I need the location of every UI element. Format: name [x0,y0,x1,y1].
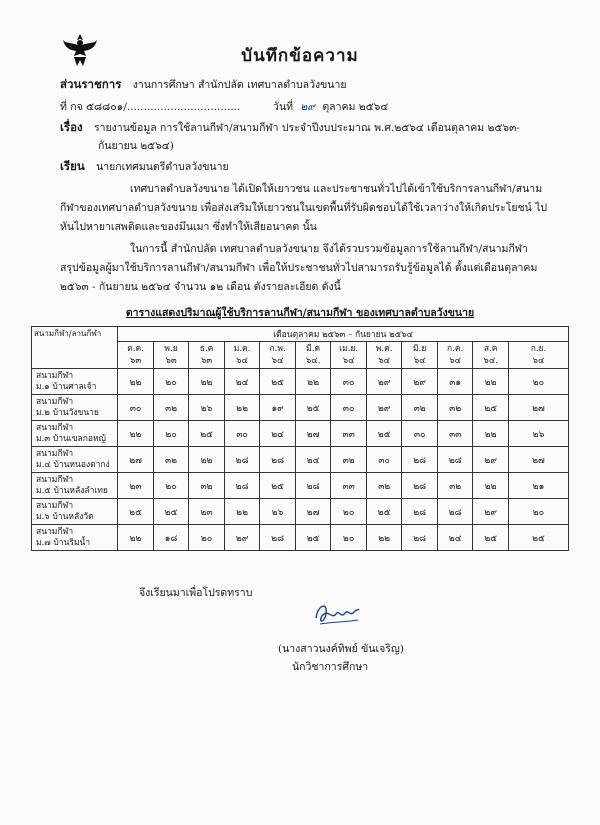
value-cell: ๒๒ [189,447,225,473]
ref-date-line [60,98,388,115]
month-header [402,342,438,369]
date-day: ๒๙ [300,101,316,113]
period-header: เดือนตุลาคม ๒๕๖๓ – กันยายน ๒๕๖๔ [118,327,569,342]
month-year: ๖๔ [532,356,545,366]
month-year: ๖๔. [305,356,321,366]
table-row [32,499,569,525]
value-cell: ๒๙ [366,395,402,421]
table-caption: ตารางแสดงปริมาณผู้ใช้บริการลานกีฬา/สนามกีฬา ของเทศบาลตำบลวังขนาย [125,307,475,319]
month-name: ธ.ค [199,344,214,354]
value-cell: ๒๒ [224,395,260,421]
month-name: พ.ค. [375,344,393,354]
venue-village: ม.๖ บ้านหลังวัด [36,511,94,522]
month-name: ม.ค. [233,344,251,354]
venue-type: สนามกีฬา [36,448,74,459]
subject-label: เรื่อง [60,120,83,134]
table-row [32,421,569,447]
value-cell: ๒๖ [260,499,296,525]
usage-table [31,326,569,551]
subject-line [60,119,520,137]
value-cell: ๒๙ [224,525,260,551]
value-cell: ๒๐ [331,525,367,551]
value-cell: ๓๐ [366,447,402,473]
agency-line [60,76,347,94]
value-cell: ๒๗ [118,447,154,473]
venue-cell [32,395,118,421]
value-cell: ๒๘ [260,525,296,551]
ref-dots: .................................. [126,101,241,113]
date-label: วันที่ [273,101,294,113]
value-cell: ๒๐ [153,473,189,499]
value-cell: ๓๑ [437,369,473,395]
to-line [60,158,229,176]
value-cell: ๒๒ [366,525,402,551]
month-header [473,342,509,369]
month-year: ๖๔ [449,356,462,366]
value-cell: ๒๑ [508,473,568,499]
value-cell: ๒๕ [189,421,225,447]
value-cell: ๑๘ [153,525,189,551]
venue-cell [32,447,118,473]
value-cell: ๒๘ [437,499,473,525]
value-cell: ๒๒ [473,369,509,395]
venue-type: สนามกีฬา [36,474,74,485]
venue-cell [32,525,118,551]
month-name: เม.ย. [339,344,359,354]
value-cell: ๒๖ [189,395,225,421]
venue-type: สนามกีฬา [36,370,74,381]
value-cell: ๒๐ [508,369,568,395]
value-cell: ๒๗ [295,499,331,525]
table-row [32,473,569,499]
paragraph-2-line-3: ๒๕๖๓ - กันยายน ๒๕๖๔ จำนวน ๑๒ เดือน ดังรายละเอียด ดังนี้ [60,281,341,293]
month-name: มิ.ย [413,344,427,354]
month-header [153,342,189,369]
value-cell: ๒๘ [402,499,438,525]
table-row [32,447,569,473]
paragraph-1-line-3: หันไปหายาเสพติดและของมึนเมา ซึ่งทำให้เสียอนาคต นั้น [60,221,317,233]
value-cell: ๒๒ [473,473,509,499]
value-cell: ๒๕ [473,525,509,551]
value-cell: ๒๘ [402,473,438,499]
signer-name: (นางสาวนงค์ทิพย์ ขันเจริญ) [278,643,404,655]
venue-village: ม.๗ บ้านริมน้ำ [36,537,91,548]
table-row [32,369,569,395]
value-cell: ๓๒ [153,395,189,421]
month-year: ๖๔ [378,356,391,366]
value-cell: ๓๐ [402,421,438,447]
memo-title: บันทึกข้อความ [241,46,359,66]
value-cell: ๑๙ [260,395,296,421]
value-cell: ๓๓ [331,473,367,499]
value-cell: ๒๘ [224,473,260,499]
agency-label: ส่วนราชการ [60,77,122,91]
month-year: ๖๔ [413,356,426,366]
value-cell: ๒๙ [473,447,509,473]
agency-value: งานการศึกษา สำนักปลัด เทศบาลตำบลวังขนาย [132,79,347,91]
month-header [437,342,473,369]
value-cell: ๒๒ [473,421,509,447]
month-name: พ.ย [164,344,178,354]
value-cell: ๒๕ [295,525,331,551]
value-cell: ๒๓ [118,473,154,499]
value-cell: ๒๙ [473,499,509,525]
value-cell: ๓๓ [331,421,367,447]
value-cell: ๒๕ [473,395,509,421]
venue-village: ม.๕ บ้านหลังลำเทย [36,485,108,496]
value-cell: ๒๒ [118,421,154,447]
value-cell: ๒๔ [437,525,473,551]
month-header [189,342,225,369]
paragraph-1-line-1: เทศบาลตำบลวังขนาย ได้เปิดให้เยาวชน และประชาชนทั่วไปได้เข้าใช้บริการลานกีฬา/สนาม [130,183,543,195]
value-cell: ๓๐ [224,421,260,447]
month-year: ๖๓ [200,356,213,366]
value-cell: ๒๐ [153,421,189,447]
value-cell: ๒๒ [224,499,260,525]
value-cell: ๓๒ [402,395,438,421]
value-cell: ๓๒ [437,473,473,499]
value-cell: ๓๒ [331,447,367,473]
to-value: นายกเทศมนตรีตำบลวังขนาย [96,161,229,173]
value-cell: ๒๕ [295,395,331,421]
value-cell: ๒๐ [508,499,568,525]
value-cell: ๒๐ [153,369,189,395]
date-month-year: ตุลาคม ๒๕๖๔ [322,101,389,113]
table-row [32,525,569,551]
paragraph-2-line-2: สรุปข้อมูลผู้มาใช้บริการลานกีฬา/สนามกีฬา เพื่อให้ประชาชนทั่วไปสามารถรับรู้ข้อมูลได้ ตั้งแต่เดือนตุลาคม [60,262,538,274]
value-cell: ๓๒ [189,473,225,499]
value-cell: ๓๒ [437,395,473,421]
month-year: ๖๔ [271,356,284,366]
paragraph-2-line-1: ในการนี้ สำนักปลัด เทศบาลตำบลวังขนาย จึงได้รวบรวมข้อมูลการใช้ลานกีฬา/สนามกีฬา [130,243,528,255]
value-cell: ๒๙ [366,369,402,395]
value-cell: ๒๘ [260,447,296,473]
month-name: ส.ค [483,344,498,354]
venue-type: สนามกีฬา [36,526,74,537]
value-cell: ๓๐ [118,395,154,421]
table-row [32,395,569,421]
month-header [508,342,568,369]
venue-village: ม.๒ บ้านวังขนาย [36,407,99,418]
venue-village: ม.๓ บ้านเขลกอหญ้ [36,433,106,444]
venue-cell [32,473,118,499]
to-label: เรียน [60,159,85,173]
value-cell: ๓๐ [331,369,367,395]
value-cell: ๓๒ [366,473,402,499]
value-cell: ๒๕ [508,525,568,551]
signer-position: นักวิชาการศึกษา [292,661,369,673]
value-cell: ๒๗ [508,395,568,421]
value-cell: ๒๕ [260,473,296,499]
value-cell: ๒๔ [295,447,331,473]
venue-village: ม.๑ บ้านศาลเจ้า [36,381,97,392]
venue-cell [32,369,118,395]
value-cell: ๒๘ [295,473,331,499]
month-name: ก.ค. [447,344,464,354]
month-year: ๖๔ [236,356,248,366]
month-name: ต.ค. [127,344,144,354]
venue-village: ม.๔ บ้านหนองตากง่ [36,459,110,470]
venue-type: สนามกีฬา [36,396,74,407]
value-cell: ๒๕ [260,369,296,395]
value-cell: ๒๒ [189,369,225,395]
month-year: ๖๓ [165,356,177,366]
value-cell: ๒๗ [508,447,568,473]
venue-cell [32,421,118,447]
venue-type: สนามกีฬา [36,500,74,511]
value-cell: ๒๓ [189,499,225,525]
value-cell: ๒๕ [153,499,189,525]
value-cell: ๒๒ [118,525,154,551]
corner-header: สนามกีฬา/ลานกีฬา [32,327,118,369]
month-header [366,342,402,369]
month-header [260,342,296,369]
month-year: ๖๔ [342,356,355,366]
value-cell: ๓๒ [153,447,189,473]
value-cell: ๒๙ [402,369,438,395]
value-cell: ๒๕ [118,499,154,525]
table-header-row [32,327,569,342]
value-cell: ๒๕ [366,421,402,447]
subject-line-2 [98,137,174,154]
value-cell: ๒๘ [224,447,260,473]
month-name: ก.ย. [530,344,547,354]
table-body [32,369,569,551]
value-cell: ๒๕ [366,499,402,525]
value-cell: ๓๓ [437,421,473,447]
value-cell: ๒๘ [402,447,438,473]
month-name: ก.พ. [269,344,286,354]
venue-type: สนามกีฬา [36,422,74,433]
venue-cell [32,499,118,525]
subject-text-2: กันยายน ๒๕๖๔) [98,140,174,152]
value-cell: ๒๗ [295,421,331,447]
ref-label: ที่ กจ ๕๘๘๐๑/ [60,101,127,113]
signature-icon [312,598,362,630]
value-cell: ๒๐ [189,525,225,551]
month-name: มี.ค [306,344,321,354]
month-header [118,342,154,369]
value-cell: ๒๔ [260,421,296,447]
paragraph-1-line-2: กีฬาของเทศบาลตำบลวังขนาย เพื่อส่งเสริมให้เยาวชนในเขตพื้นที่รับผิดชอบได้ใช้เวลาว่างให้เกิดประโยชน์ ไป [60,202,548,214]
value-cell: ๒๒ [295,369,331,395]
value-cell: ๓๐ [331,395,367,421]
value-cell: ๒๒ [118,369,154,395]
month-year: ๖๓ [129,356,142,366]
value-cell: ๒๖ [508,421,568,447]
month-header [224,342,260,369]
subject-text-1: รายงานข้อมูล การใช้ลานกีฬา/สนามกีฬา ประจำปีงบประมาณ พ.ศ.๒๕๖๔ เดือนตุลาคม ๒๕๖๓- [93,122,520,134]
month-header [295,342,331,369]
month-year: ๖๔. [483,356,498,366]
value-cell: ๒๐ [331,499,367,525]
value-cell: ๒๔ [224,369,260,395]
closing-text: จึงเรียนมาเพื่อโปรดทราบ [139,587,253,599]
value-cell: ๒๘ [402,525,438,551]
month-header [331,342,367,369]
value-cell: ๒๘ [437,447,473,473]
